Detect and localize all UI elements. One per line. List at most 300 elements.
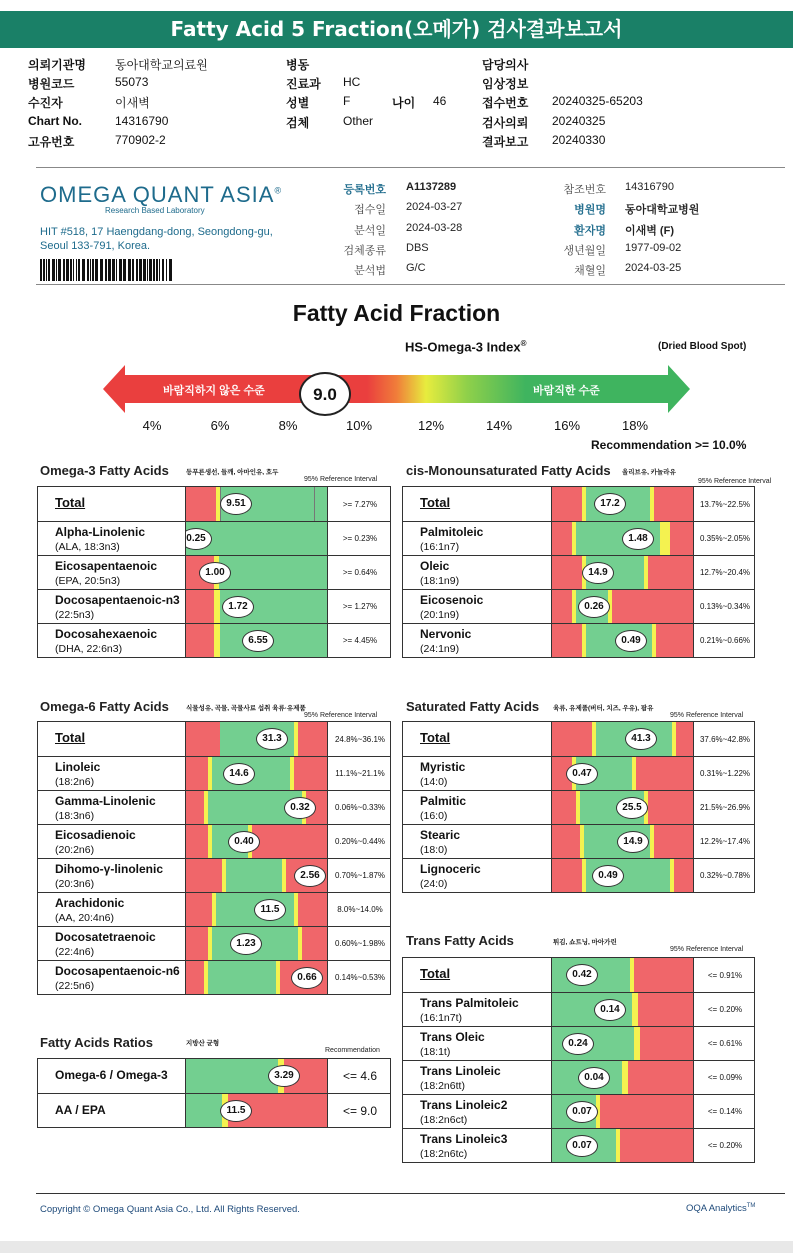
bar-zone [628, 1061, 694, 1094]
bar-zone [186, 1059, 278, 1093]
bar-zone [186, 893, 212, 926]
analyte-code: (18:2n6tc) [420, 1148, 468, 1160]
report-title-banner [0, 11, 793, 48]
result-value: 14.9 [582, 562, 614, 584]
result-bar [185, 624, 328, 657]
scale-tick: 14% [485, 418, 513, 433]
footer-divider [36, 1193, 785, 1194]
bar-zone [552, 556, 582, 589]
table-row [38, 960, 390, 994]
reference-header: 95% Reference Interval [304, 476, 378, 483]
bar-zone [186, 757, 208, 790]
reference-range: 13.7%~22.5% [699, 499, 751, 509]
reg-value: 1977-09-02 [625, 242, 682, 254]
meta-label: 임상정보 [482, 77, 529, 91]
scale-tick: 6% [210, 418, 230, 433]
bar-zone [219, 556, 328, 589]
table-row [38, 521, 390, 555]
result-bar [551, 624, 694, 657]
analyte-code: (16:1n7) [420, 541, 460, 553]
result-table [402, 957, 755, 1163]
reference-header: 95% Reference Interval [670, 712, 744, 719]
panel-foods: 등푸른생선, 들깨, 아마인유, 호두 [186, 469, 279, 476]
table-row [38, 858, 390, 892]
bar-zone [552, 791, 576, 824]
table-row [38, 1059, 390, 1093]
bar-zone [656, 624, 694, 657]
reg-value: G/C [406, 262, 426, 274]
reg-label: 분석법 [354, 265, 386, 277]
reg-label: 접수일 [354, 204, 386, 216]
analyte-code: (16:1n7t) [420, 1012, 463, 1024]
bar-zone [660, 522, 670, 555]
result-bar [551, 1095, 694, 1128]
reference-range: 0.35%~2.05% [699, 534, 751, 543]
reference-range: >= 7.27% [342, 499, 378, 509]
analyte-name: Docosahexaenoic [55, 627, 158, 641]
reference-header: 95% Reference Interval [698, 478, 772, 485]
bar-zone [186, 487, 216, 521]
meta-value: F [343, 94, 351, 108]
reference-range: 24.8%~36.1% [334, 734, 386, 744]
scale-tick: 8% [278, 418, 298, 433]
result-bar [551, 1129, 694, 1162]
analyte-name: Linoleic [55, 760, 101, 774]
reference-range: 0.21%~0.66% [699, 636, 751, 645]
meta-value: 55073 [115, 75, 149, 89]
analyte-code: (18:2n6) [55, 776, 95, 788]
analyte-code: (20:1n9) [420, 609, 460, 621]
result-value: 25.5 [616, 797, 648, 819]
table-row [38, 790, 390, 824]
reg-label: 환자명 [574, 225, 606, 237]
result-bar [185, 927, 328, 960]
reference-range: <= 0.61% [707, 1039, 743, 1048]
result-bar [551, 791, 694, 824]
result-value: 0.47 [566, 763, 598, 785]
reg-label: 등록번호 [343, 184, 386, 196]
table-row [38, 756, 390, 790]
result-value: 31.3 [256, 728, 288, 750]
reference-range: <= 0.20% [707, 1141, 743, 1150]
bar-zone [612, 590, 694, 623]
reg-label: 병원명 [574, 204, 606, 216]
table-row [38, 892, 390, 926]
result-value: 9.51 [220, 493, 252, 515]
lab-address-1: HIT #518, 17 Haengdang-dong, Seongdong-gu, [40, 226, 273, 238]
recommendation: Recommendation >= 10.0% [591, 438, 747, 452]
analyte-code: (AA, 20:4n6) [55, 912, 114, 924]
bar-zone [186, 961, 204, 994]
result-table [37, 721, 391, 995]
table-row [403, 521, 754, 555]
reference-range: >= 4.45% [342, 636, 378, 645]
bar-zone [186, 722, 220, 756]
table-row [38, 487, 390, 521]
result-value: 3.29 [268, 1065, 300, 1087]
result-value: 0.24 [562, 1033, 594, 1055]
bar-tick [314, 487, 315, 521]
reference-range: 0.31%~1.22% [699, 769, 751, 778]
reg-label: 생년월일 [563, 245, 606, 257]
reference-range: 12.7%~20.4% [699, 568, 751, 577]
result-bar [185, 791, 328, 824]
meta-label: 병원코드 [28, 77, 75, 91]
bar-zone [634, 958, 694, 992]
result-bar [185, 757, 328, 790]
table-row [403, 790, 754, 824]
result-bar [185, 859, 328, 892]
analyte-name: Palmitic [420, 794, 467, 808]
bar-zone [552, 825, 580, 858]
result-value: 1.48 [622, 528, 654, 550]
bar-zone [552, 624, 582, 657]
analyte-code: (18:0) [420, 844, 448, 856]
result-value: 1.72 [222, 596, 254, 618]
lab-address-2: Seoul 133-791, Korea. [40, 240, 151, 252]
result-bar [185, 961, 328, 994]
result-value: 0.26 [578, 596, 610, 618]
panel-foods: 식물성유, 곡물, 곡물사료 섭취 육류·유제품 [186, 705, 306, 712]
result-bar [551, 722, 694, 756]
analyte-name: Total [55, 495, 86, 510]
result-value: 11.5 [254, 899, 286, 921]
bar-zone [302, 927, 328, 960]
bottom-strip [0, 1241, 793, 1253]
bar-zone [186, 791, 204, 824]
analyte-code: (18:3n6) [55, 810, 95, 822]
scale-tick: 10% [345, 418, 373, 433]
result-bar [551, 757, 694, 790]
bar-zone [552, 859, 582, 892]
result-bar [185, 893, 328, 926]
meta-value: 20240325 [552, 114, 606, 128]
copyright: Copyright © Omega Quant Asia Co., Ltd. All Rights Reserved. [40, 1204, 300, 1215]
result-value: 0.49 [615, 630, 647, 652]
result-bar [551, 958, 694, 992]
analyte-code: (20:3n6) [55, 878, 95, 890]
reference-range: >= 1.27% [342, 602, 378, 611]
meta-value: Other [343, 114, 374, 128]
panel-foods: 튀김, 쇼트닝, 마아가린 [553, 939, 617, 946]
table-row [403, 1026, 754, 1060]
table-row [403, 858, 754, 892]
bar-zone [648, 791, 694, 824]
bar-zone [636, 757, 694, 790]
analyte-name: Palmitoleic [420, 525, 484, 539]
reg-value: 동아대학교병원 [625, 204, 700, 216]
reference-range: 0.20%~0.44% [334, 837, 386, 846]
analyte-name: Gamma-Linolenic [55, 794, 156, 808]
reg-label: 분석일 [354, 225, 386, 237]
reference-range: 0.70%~1.87% [334, 871, 386, 880]
result-value: 2.56 [294, 865, 326, 887]
bar-zone [214, 522, 328, 555]
reg-value: A1137289 [406, 181, 457, 193]
divider [36, 167, 785, 168]
scale-tick: 18% [621, 418, 649, 433]
result-value: 14.6 [223, 763, 255, 785]
analyte-name: Nervonic [420, 627, 472, 641]
bar-zone [186, 859, 222, 892]
result-value: 14.9 [617, 831, 649, 853]
meta-label: 진료과 [286, 77, 321, 91]
reference-header: 95% Reference Interval [670, 946, 744, 953]
bar-zone [208, 961, 276, 994]
table-row [403, 824, 754, 858]
sample-type: (Dried Blood Spot) [658, 341, 747, 352]
result-value: 41.3 [625, 728, 657, 750]
analyte-name: Trans Oleic [420, 1030, 485, 1044]
bar-zone [654, 825, 694, 858]
result-bar [185, 590, 328, 623]
analyte-name: Myristic [420, 760, 466, 774]
result-value: 17.2 [594, 493, 626, 515]
scale-tick: 12% [417, 418, 445, 433]
bar-zone [186, 624, 214, 657]
meta-value: 동아대학교의료원 [115, 58, 208, 72]
result-bar [551, 1061, 694, 1094]
bar-zone [552, 487, 582, 521]
result-table [402, 486, 755, 658]
reference-range: 8.0%~14.0% [337, 905, 383, 914]
scale-tick: 16% [553, 418, 581, 433]
table-row [403, 756, 754, 790]
panel-foods: 지방산 균형 [186, 1040, 220, 1047]
bar-zone [674, 859, 694, 892]
reg-value: 이새벽 (F) [625, 225, 674, 237]
bar-zone [298, 722, 328, 756]
bar-zone [640, 1027, 694, 1060]
result-value: 0.04 [578, 1067, 610, 1089]
analyte-name: Trans Linoleic [420, 1064, 501, 1078]
lab-logo: OMEGA QUANT ASIA® [40, 182, 283, 207]
result-bar [551, 825, 694, 858]
meta-label: 검체 [286, 116, 310, 130]
table-row [38, 722, 390, 756]
bar-zone [620, 1129, 694, 1162]
panel-foods: 육류, 유제품(버터, 치즈, 우유), 팜유 [553, 705, 654, 712]
analyte-name: Eicosadienoic [55, 828, 136, 842]
result-value: 0.42 [566, 964, 598, 986]
reference-range: 0.32%~0.78% [699, 871, 751, 880]
fraction-title: Fatty Acid Fraction [292, 300, 501, 326]
reg-label: 검체종류 [343, 245, 386, 257]
analyte-name: Omega-6 / Omega-3 [55, 1068, 168, 1082]
analyte-name: Lignoceric [420, 862, 481, 876]
age-label: 나이 [392, 96, 416, 110]
analyte-name: Trans Linoleic3 [420, 1132, 508, 1146]
result-value: 0.66 [291, 967, 323, 989]
meta-label: 병동 [286, 58, 310, 72]
result-bar [185, 487, 328, 521]
reg-label: 채혈일 [574, 265, 606, 277]
analyte-name: Eicosenoic [420, 593, 484, 607]
table-row [38, 926, 390, 960]
bar-zone [186, 1094, 222, 1127]
reference-range: <= 0.91% [707, 970, 743, 980]
reg-value: 2024-03-25 [625, 262, 682, 274]
reference-range: <= 0.09% [707, 1073, 743, 1082]
result-bar [551, 1027, 694, 1060]
meta-value: 770902-2 [115, 133, 166, 147]
reference-range: 21.5%~26.9% [699, 803, 751, 812]
table-row [38, 623, 390, 657]
analyte-name: Total [420, 966, 451, 981]
reference-range: 37.6%~42.8% [699, 734, 751, 744]
result-value: 1.00 [199, 562, 231, 584]
analyte-code: (DHA, 22:6n3) [55, 643, 123, 655]
reference-range: <= 9.0 [342, 1103, 378, 1118]
meta-label: 수진자 [28, 96, 63, 110]
result-value: 1.23 [230, 933, 262, 955]
analyte-name: Total [55, 730, 86, 745]
panel-title: Trans Fatty Acids [406, 933, 514, 948]
reference-range: >= 0.64% [342, 568, 378, 577]
table-row [403, 589, 754, 623]
reference-range: 12.2%~17.4% [699, 837, 751, 846]
undesirable-label: 바람직하지 않은 수준 [163, 385, 265, 397]
analyte-name: Arachidonic [55, 896, 125, 910]
reference-range: 0.13%~0.34% [699, 602, 751, 611]
bar-zone [676, 722, 694, 756]
analyte-code: (22:5n3) [55, 609, 95, 621]
analyte-code: (22:4n6) [55, 946, 95, 958]
analyte-name: Stearic [420, 828, 461, 842]
omega3-index-value: 9.0 [299, 372, 351, 416]
reg-label: 참조번호 [563, 184, 606, 196]
result-bar [551, 522, 694, 555]
table-row [403, 487, 754, 521]
reg-value: DBS [406, 242, 429, 254]
meta-label: 결과보고 [482, 135, 529, 149]
age-value: 46 [433, 94, 447, 108]
table-row [38, 1093, 390, 1127]
footer-brand: OQA Analytics™ [686, 1203, 756, 1215]
analyte-name: Alpha-Linolenic [55, 525, 145, 539]
analyte-name: Docosapentaenoic-n6 [55, 964, 180, 978]
table-row [403, 992, 754, 1026]
barcode [40, 259, 174, 281]
bar-zone [552, 522, 572, 555]
bar-zone [638, 993, 694, 1026]
analyte-name: AA / EPA [55, 1103, 106, 1117]
bar-zone [648, 556, 694, 589]
table-row [403, 1128, 754, 1162]
analyte-code: (EPA, 20:5n3) [55, 575, 121, 587]
meta-value: 20240325-65203 [552, 94, 643, 108]
analyte-name: Trans Palmitoleic [420, 996, 519, 1010]
panel-title: Fatty Acids Ratios [40, 1035, 153, 1050]
reg-value: 14316790 [625, 181, 674, 193]
result-bar [551, 993, 694, 1026]
result-table [37, 486, 391, 658]
analyte-name: Trans Linoleic2 [420, 1098, 508, 1112]
analyte-code: (20:2n6) [55, 844, 95, 856]
reg-value: 2024-03-27 [406, 201, 463, 213]
reference-header: 95% Reference Interval [304, 712, 378, 719]
analyte-code: (18:1t) [420, 1046, 451, 1058]
reference-range: <= 4.6 [342, 1069, 378, 1083]
meta-label: 성별 [286, 96, 310, 110]
analyte-code: (22:5n6) [55, 980, 95, 992]
analyte-code: (18:2n6ct) [420, 1114, 468, 1126]
bar-zone [294, 757, 328, 790]
meta-label: Chart No. [28, 114, 82, 128]
reg-value: 2024-03-28 [406, 222, 463, 234]
analyte-code: (ALA, 18:3n3) [55, 541, 120, 553]
report-title: Fatty Acid 5 Fraction(오메가) 검사결과보고서 [170, 17, 623, 41]
result-bar [551, 859, 694, 892]
bar-zone [298, 893, 328, 926]
panel-title: Saturated Fatty Acids [406, 699, 540, 714]
bar-zone [552, 590, 572, 623]
table-row [403, 722, 754, 756]
bar-zone [314, 487, 328, 521]
scale-tick: 4% [142, 418, 162, 433]
analyte-name: Dihomo-γ-linolenic [55, 862, 163, 876]
analyte-name: Docosapentaenoic-n3 [55, 593, 180, 607]
bar-zone [552, 722, 592, 756]
result-value: 0.32 [284, 797, 316, 819]
meta-value: HC [343, 75, 361, 89]
result-bar [185, 1059, 328, 1093]
panel-title: Omega-3 Fatty Acids [40, 463, 169, 478]
table-row [38, 824, 390, 858]
bar-zone [220, 624, 328, 657]
result-bar [185, 722, 328, 756]
meta-label: 의뢰기관명 [28, 58, 86, 72]
analyte-name: Docosatetraenoic [55, 930, 156, 944]
panel-foods: 올리브유, 카놀라유 [622, 469, 676, 476]
result-value: 0.25 [185, 528, 212, 550]
meta-label: 검사의뢰 [482, 116, 529, 130]
meta-label: 고유번호 [28, 135, 75, 149]
index-title: HS-Omega-3 Index® [405, 339, 527, 355]
bar-zone [670, 522, 694, 555]
meta-value: 14316790 [115, 114, 169, 128]
bar-zone [252, 825, 328, 858]
table-row [403, 1060, 754, 1094]
result-value: 0.14 [594, 999, 626, 1021]
analyte-name: Eicosapentaenoic [55, 559, 158, 573]
meta-label: 담당의사 [482, 58, 529, 72]
reference-header: Recommendation [325, 1047, 380, 1054]
reference-range: 0.06%~0.33% [334, 803, 386, 812]
analyte-code: (18:2n6tt) [420, 1080, 465, 1092]
bar-zone [186, 590, 214, 623]
meta-label: 접수번호 [482, 96, 529, 110]
result-value: 6.55 [242, 630, 274, 652]
table-row [403, 1094, 754, 1128]
reference-range: >= 0.23% [342, 534, 378, 543]
result-value: 0.49 [592, 865, 624, 887]
divider [36, 284, 785, 285]
result-bar [185, 1094, 328, 1127]
reference-range: <= 0.14% [707, 1107, 743, 1116]
result-bar [185, 556, 328, 589]
panel-title: Omega-6 Fatty Acids [40, 699, 169, 714]
desirable-label: 바람직한 수준 [533, 385, 600, 397]
result-table [402, 721, 755, 893]
meta-value: 이새벽 [115, 96, 150, 110]
result-value: 0.07 [566, 1135, 598, 1157]
analyte-code: (24:0) [420, 878, 448, 890]
result-bar [551, 487, 694, 521]
result-value: 11.5 [220, 1100, 252, 1122]
analyte-code: (16:0) [420, 810, 448, 822]
table-row [403, 623, 754, 657]
